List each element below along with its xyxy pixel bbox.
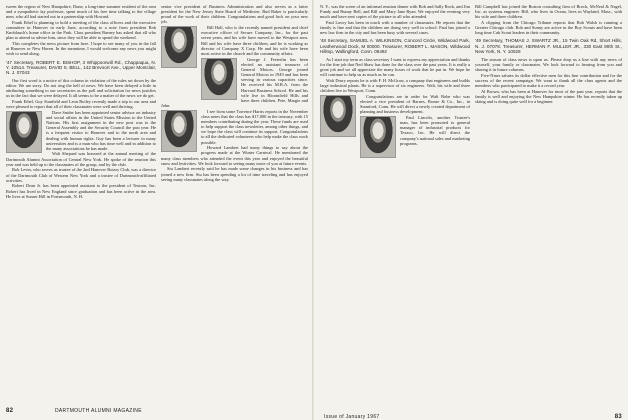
left-column-2 (161, 4, 308, 392)
paragraph: Robert Dean Jr. has been appointed assistant to the president of Textron, Inc. Robert has lived in New England since graduation and has been active in the area. He lives at Sunset Hill in Portsmouth, N. H. (6, 183, 156, 199)
paragraph: A clipping from the Chicago Tribune reports that Bob Walsh is running a Greater Chicago club. Bob and Sunny are active in the Boy Scouts and have been long time Cub Scout leaders in their community. (475, 19, 622, 36)
paragraph: Bob Levin, who serves as trustee of the 2nd Hanover Rotary Club, was a director of the Dartmouth Club of Western New York and a trustee of Dartmouth-affiliated activities. (6, 167, 156, 183)
class-header-47 (6, 60, 156, 76)
paragraph: senior vice president of Business Administration and also serves as a latter president for the New Jersey State Board of Medicine. Bud Baker is particularly proud of the work of their children. Congratulations and good luck on your new job. (161, 4, 308, 25)
class-secretary-info: '49 Secretary, THOMAS J. SWARTZ JR., 15 Twin Oak Rd, Short Hills, N. J. 07078. Treasurer, HERMAN F. MULLER JR., 330 East 80th St., New York, N. Y. 10028 (475, 38, 622, 55)
class-secretary-info: '47 Secretary, ROBERT E. BISHOP, 3 Whippoorwill Rd., Chappaqua, N. Y. 10514. Treasurer, DAVID S. BELL, 142 Brevoort Ave., Upper Montclair, N. J. 07043 (6, 59, 156, 76)
paragraph: I see from some Torrence Harris reports in the November class notes that the class has $17,000 in the treasury, with 15 members contributing during the year. These funds are used to help support the class newsletter, among other things, and we hope the class will continue its support. Congratulations to all the dedicated volunteers who help make the class work possible. (201, 108, 308, 145)
paragraph: Bill Hall, who is the recently named president and chief executive officer of Secure Company, Inc., for the past seven years, and his wife have moved to the Westport area. Bill and his wife have three children, and he is working as director of Company X Corp. He and his wife have been most active in the church and the community affairs. (201, 25, 308, 56)
right-column-2 (475, 4, 622, 392)
left-column-1 (6, 4, 156, 392)
right-page (314, 0, 628, 420)
paragraph: Five-Niner salutes its dollar effective men for this fine contribution and for the success of the recent campaign. We want to thank all the class agents and the members who participated to make it a record year. (475, 72, 622, 88)
class-secretary-info: '48 Secretary, SAMUEL A. WILKINSON, Concord Circle, Wildwood Park, Leatherwood Dock, M 00000. Treasurer, ROBERT L. MASON, Wildwood Hilltop, Wallingford, Conn. 06492 (320, 38, 470, 55)
left-page-footer (6, 408, 142, 414)
right-column-1 (320, 4, 470, 392)
paragraph: Walt Shepard was honored at the annual meeting of the Dartmouth Alumni Association of Central New York. He spoke of the reunion this year and was held up to the classmates of the group, and by the club. (6, 151, 156, 167)
paragraph: The season of class news is upon us. Please drop us a line with any news of yourself, your family or classmates. We look forward to hearing from you and sharing it in future columns. (475, 56, 622, 72)
classmate-photo (320, 95, 356, 137)
paragraph: tween the region of New Hampshire, Dune, a long-time summer resident of the area and a sympathetic lay professor, spent much of his free time talking to the village men, who all had started out in a partnership with Howard. (6, 4, 156, 20)
paragraph: Frank Ethel is planning to hold a meeting of the class officers and the executive committee in Hanover in early June, according to a note from president Bob Knoblauch's home office in the Park. Class president Barney has asked that all who plan to attend so advise him, since they will be able to spend the weekend. (6, 19, 156, 41)
classmate-photo (201, 58, 237, 100)
paragraph: N. Y., was the scene of an informal reunion dinner with Bob and Sally Rock, and Jim Fundy and Bunny Bell, and Bill and Mary Jane Ryan. We enjoyed the evening very much and have sent copies of the picture to all who attended. (320, 4, 470, 20)
paragraph: Howard Lambert had many things to say about the progress made at the Winter Carnival. He mentioned the many class members who attended the event this year and enjoyed the beautiful snow and festivities. We look forward to seeing many more of you at future events. (161, 145, 308, 166)
page-number: 82 (6, 408, 14, 414)
paragraph: As I start my term as class secretary I want to express my appreciation and thanks for the fine job that Ned Shaw has done for the class over the past years. It is really a great job and we all appreciate the many hours of work that he put in. We hope he will continue to help us as much as he can. (320, 56, 470, 78)
page-number: 83 (614, 414, 622, 420)
paragraph: Bill Campbell has joined the Boston consulting firm of Brock, McNeal & Nagel, Inc. as systems engineer. Bill, who lives in Ocean, lives in Wayland, Mass., with his wife and three children. (475, 4, 622, 20)
publication-name: DARTMOUTH ALUMNI MAGAZINE (54, 408, 142, 414)
paragraph: Congratulations are in order for Walt Bobe who was elected a vice president of Barnes, Boone & Co., Inc., in Stamford, Conn. He will direct a newly created department of planning and business development. (360, 93, 470, 115)
class-header-49 (475, 38, 622, 54)
classmate-photo (161, 26, 197, 68)
paragraph: Paul Lincoln, another Trustee's man, has been promoted to general manager of industrial products for Texaco, Inc. He will direct the company's national sales and marketing programs. (400, 114, 470, 146)
classmate-photo (360, 116, 396, 158)
paragraph: Paul Lavoy has been in touch with a number of classmates. He reports that the family is fine and that the children are doing very well in school. Paul has joined a new law firm in the city and has been busy with several cases. (320, 19, 470, 36)
paragraph: George J. Feeterlin has been elected an assistant treasurer of General Motors. George joined General Motors in 1949 and has been serving in various capacities since. He received his M.B.A. from the Harvard Business School. He and his wife live in Bloomfield Hills and have three children, Pete, Margie and John. (161, 56, 308, 108)
classmate-photo (161, 110, 197, 152)
classmate-photo (6, 111, 42, 153)
paragraph: Frank Ethel, Guy Stanfield and Leon Boiley recently made a trip to our area and were pleased to report that all of their classmates were well and thriving. (6, 98, 156, 110)
paragraph: Al Brown, who has been at Hanover for most of the past year, reports that the family is well and enjoying the New Hampshire winter. He has recently taken up skiing and is doing quite well for a beginner. (475, 88, 622, 104)
class-header-48 (320, 38, 470, 54)
paragraph: Walt Drury reports he is with F. H. McGraw, a company that engineers and builds large industrial plants. He is a supervisor of six engineers. Walt, his wife and three children live in Westport, Conn. (320, 77, 470, 94)
paragraph: Dave Snider has been appointed senior advisor on industry and social affairs in the United States Mission to the United Nations. His first assignment in the new post was to the General Assembly and the Security Council the past year. He is a frequent visitor to Hanover and to the north area and dealing with human rights. Guy has been a lecturer in many universities and is a man who has time well and in addition to the many associations he has made. (46, 109, 156, 151)
paragraph: This completes the news picture from here. I hope to see many of you in the fall at Hanover or New Haven. In the meantime, I would welcome any news you might wish to send along. (6, 41, 156, 57)
paragraph: Stu Lambert recently said he has made some changes in his business and has joined a new firm. Stu has been spending a lot of time traveling and has enjoyed seeing many classmates along the way. (161, 166, 308, 182)
issue-date: Issue of January 1967 (324, 414, 380, 420)
paragraph: Our first word is a notice of this column in violation of the rules set down by the editor. We are sorry. Do not ring the bell of news. We have been delayed a little in attributing something to our secretaries as the poll and solicitation for news justifies us in the fact that we were delayed. It all seems to be a matter of the news we do get. (6, 77, 156, 99)
